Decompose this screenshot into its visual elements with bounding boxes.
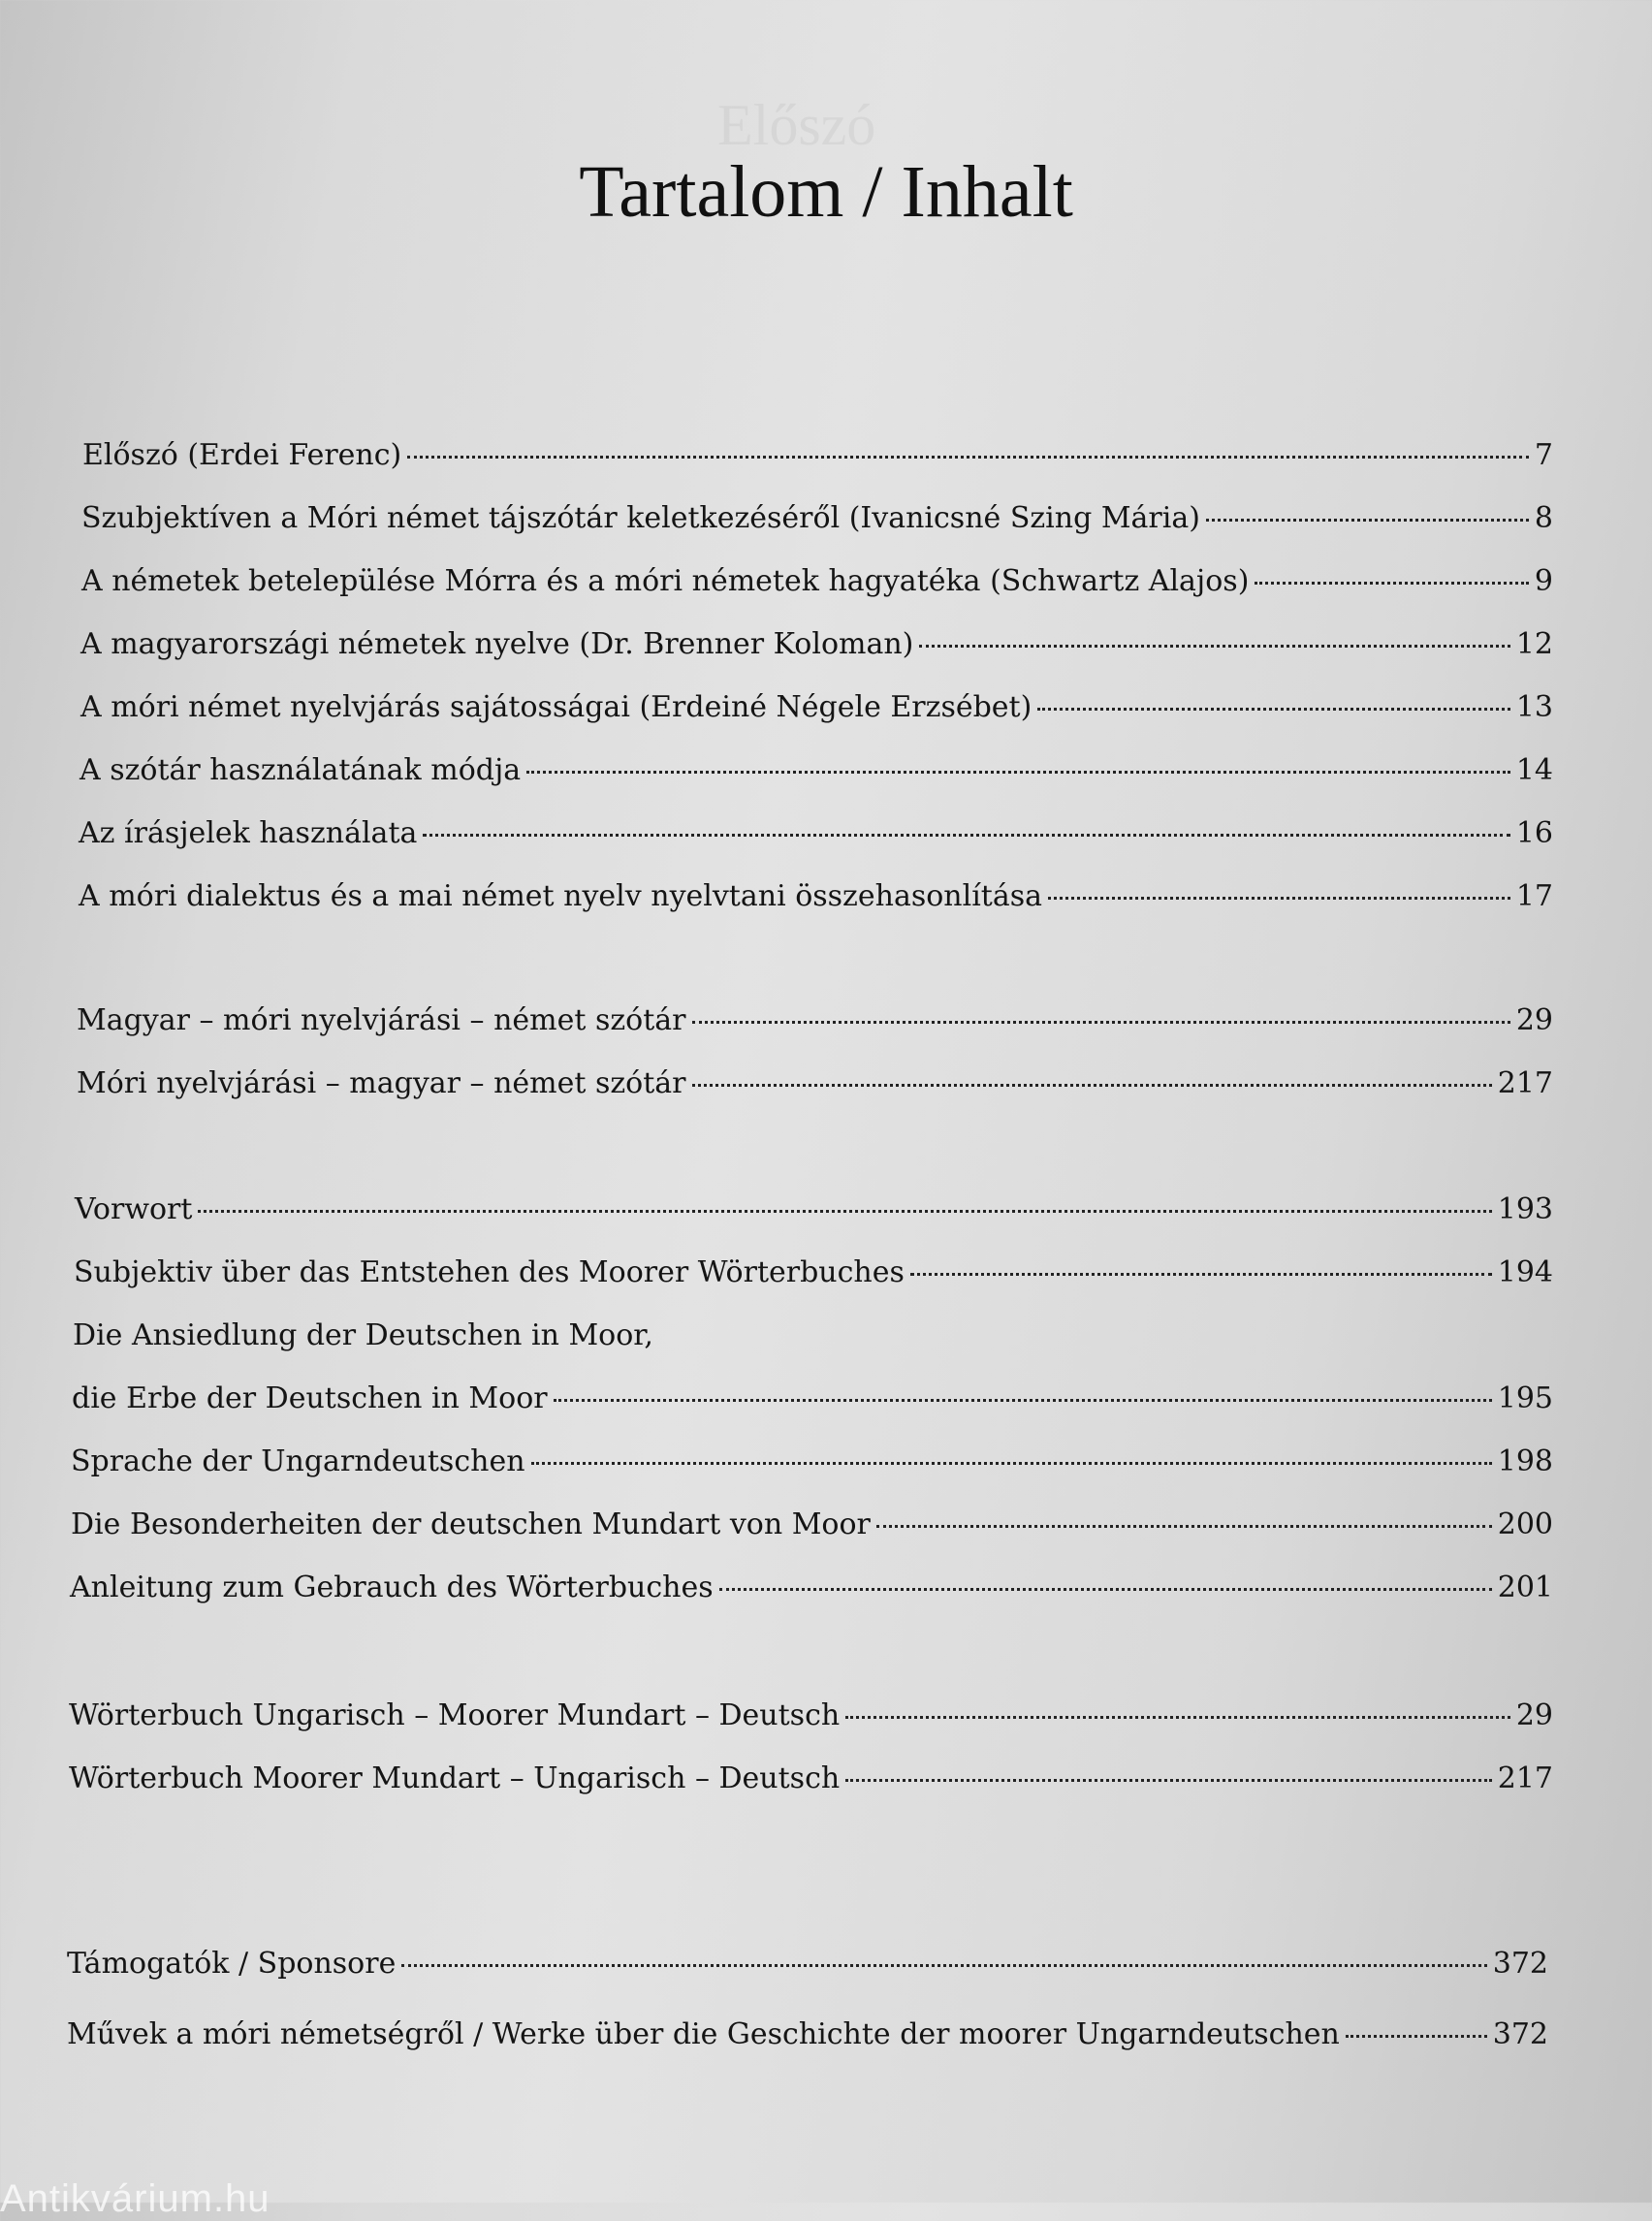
toc-entry-label: die Erbe der Deutschen in Moor — [72, 1381, 548, 1415]
toc-entry-sajatossagai — [80, 688, 1553, 727]
toc-entry-label: Előszó (Erdei Ferenc) — [82, 438, 402, 472]
toc-entry-label: Magyar – móri nyelvjárási – német szótár — [77, 1003, 686, 1037]
toc-entry-page: 372 — [1492, 1947, 1548, 1981]
toc-entry-page: 9 — [1534, 564, 1553, 598]
toc-entry-sprache — [71, 1443, 1553, 1481]
dot-leader — [526, 771, 1510, 774]
toc-entry-besonderheiten — [71, 1506, 1553, 1544]
toc-entry-label: Művek a móri németségről / Werke über die Geschichte der moorer Ungarndeutschen — [67, 2017, 1340, 2051]
toc-entry-mori-szotar — [77, 1064, 1553, 1103]
toc-entry-label: Wörterbuch Ungarisch – Moorer Mundart – Deutsch — [69, 1698, 841, 1732]
toc-entry-label: Szubjektíven a Móri német tájszótár keletkezéséről (Ivanicsné Szing Mária) — [81, 501, 1200, 535]
dot-leader — [692, 1084, 1492, 1087]
toc-entry-label: Vorwort — [75, 1192, 193, 1226]
dot-leader — [423, 834, 1509, 837]
watermark: Antikvárium.hu — [0, 2177, 270, 2220]
toc-entry-eloszo — [82, 436, 1553, 475]
toc-entry-betelepules — [81, 562, 1553, 601]
toc-entry-page: 29 — [1515, 1003, 1553, 1037]
toc-entry-page: 217 — [1497, 1066, 1553, 1100]
toc-entry-osszehasonlitas — [79, 877, 1553, 916]
toc-entry-page: 16 — [1515, 816, 1553, 850]
toc-entry-label: Móri nyelvjárási – magyar – német szótár — [77, 1066, 686, 1100]
toc-entry-subjektiv — [74, 1253, 1553, 1292]
toc-entry-label: Támogatók / Sponsore — [67, 1947, 397, 1981]
toc-entry-page: 8 — [1534, 501, 1553, 535]
toc-entry-label: Sprache der Ungarndeutschen — [71, 1444, 525, 1478]
dot-leader — [1255, 582, 1529, 585]
toc-entry-page: 14 — [1515, 753, 1553, 787]
toc-entry-anleitung — [70, 1569, 1553, 1607]
toc-entry-label: Subjektiv über das Entstehen des Moorer Wörterbuches — [74, 1255, 905, 1289]
dot-leader — [1048, 897, 1510, 900]
toc-entry-page: 200 — [1497, 1507, 1553, 1541]
toc-entry-page: 17 — [1515, 879, 1553, 913]
dot-leader — [554, 1399, 1492, 1402]
toc-entry-label: Anleitung zum Gebrauch des Wörterbuches — [70, 1571, 714, 1604]
toc-entry-label: Az írásjelek használata — [79, 816, 418, 850]
toc-entry-label: Wörterbuch Moorer Mundart – Ungarisch – Deutsch — [69, 1761, 841, 1795]
toc-entry-irasjelek — [79, 814, 1553, 853]
toc-entry-woerterbuch-moorer — [69, 1760, 1553, 1798]
dot-leader — [531, 1462, 1492, 1465]
toc-entry-page: 12 — [1515, 627, 1553, 661]
toc-entry-page: 194 — [1497, 1255, 1553, 1289]
toc-entry-page: 13 — [1515, 690, 1553, 724]
dot-leader — [845, 1716, 1510, 1719]
toc-entry-szubjektiven — [81, 499, 1553, 538]
toc-entry-page: 193 — [1497, 1192, 1553, 1226]
toc-entry-werke — [67, 2015, 1548, 2054]
toc-entry-label: A magyarországi németek nyelve (Dr. Brenner Koloman) — [80, 627, 914, 661]
toc-entry-page: 201 — [1497, 1571, 1553, 1604]
dot-leader — [919, 645, 1509, 648]
toc-entry-label: A móri dialektus és a mai német nyelv nyelvtani összehasonlítása — [79, 879, 1043, 913]
toc-entry-label: Die Besonderheiten der deutschen Mundart von Moor — [71, 1507, 871, 1541]
toc-entry-page: 195 — [1497, 1381, 1553, 1415]
toc-entry-woerterbuch-ungarisch — [69, 1697, 1553, 1735]
toc-entry-nyelve — [80, 625, 1553, 664]
dot-leader — [910, 1273, 1492, 1276]
toc-entry-page: 372 — [1492, 2017, 1548, 2051]
dot-leader — [1037, 708, 1509, 711]
toc-entry-page: 7 — [1534, 438, 1553, 472]
toc-entry-label: A németek betelepülése Mórra és a móri németek hagyatéka (Schwartz Alajos) — [81, 564, 1250, 598]
page-title: Tartalom / Inhalt — [579, 151, 1073, 233]
dot-leader — [719, 1588, 1492, 1591]
dot-leader — [1206, 519, 1529, 522]
toc-entry-label: A szótár használatának módja — [79, 753, 522, 787]
dot-leader — [198, 1210, 1491, 1213]
toc-entry-sponsore — [67, 1945, 1548, 1983]
dot-leader — [876, 1525, 1492, 1528]
dot-leader — [407, 456, 1529, 459]
dot-leader — [845, 1779, 1492, 1782]
toc-entry-label: A móri német nyelvjárás sajátosságai (Erdeiné Négele Erzsébet) — [80, 690, 1032, 724]
toc-entry-page: 217 — [1497, 1761, 1553, 1795]
dot-leader — [692, 1021, 1510, 1024]
toc-entry-vorwort — [75, 1190, 1553, 1229]
toc-entry-ansiedlung — [72, 1380, 1553, 1418]
toc-entry-page: 198 — [1497, 1444, 1553, 1478]
show-through-heading: Előszó — [717, 93, 876, 157]
toc-entry-magyar-szotar — [77, 1001, 1553, 1040]
dot-leader — [1346, 2035, 1487, 2038]
dot-leader — [401, 1964, 1486, 1967]
toc-entry-ansiedlung-line1: Die Ansiedlung der Deutschen in Moor, — [73, 1318, 653, 1352]
toc-entry-szotar-hasznalata — [79, 751, 1553, 790]
toc-entry-page: 29 — [1515, 1698, 1553, 1732]
